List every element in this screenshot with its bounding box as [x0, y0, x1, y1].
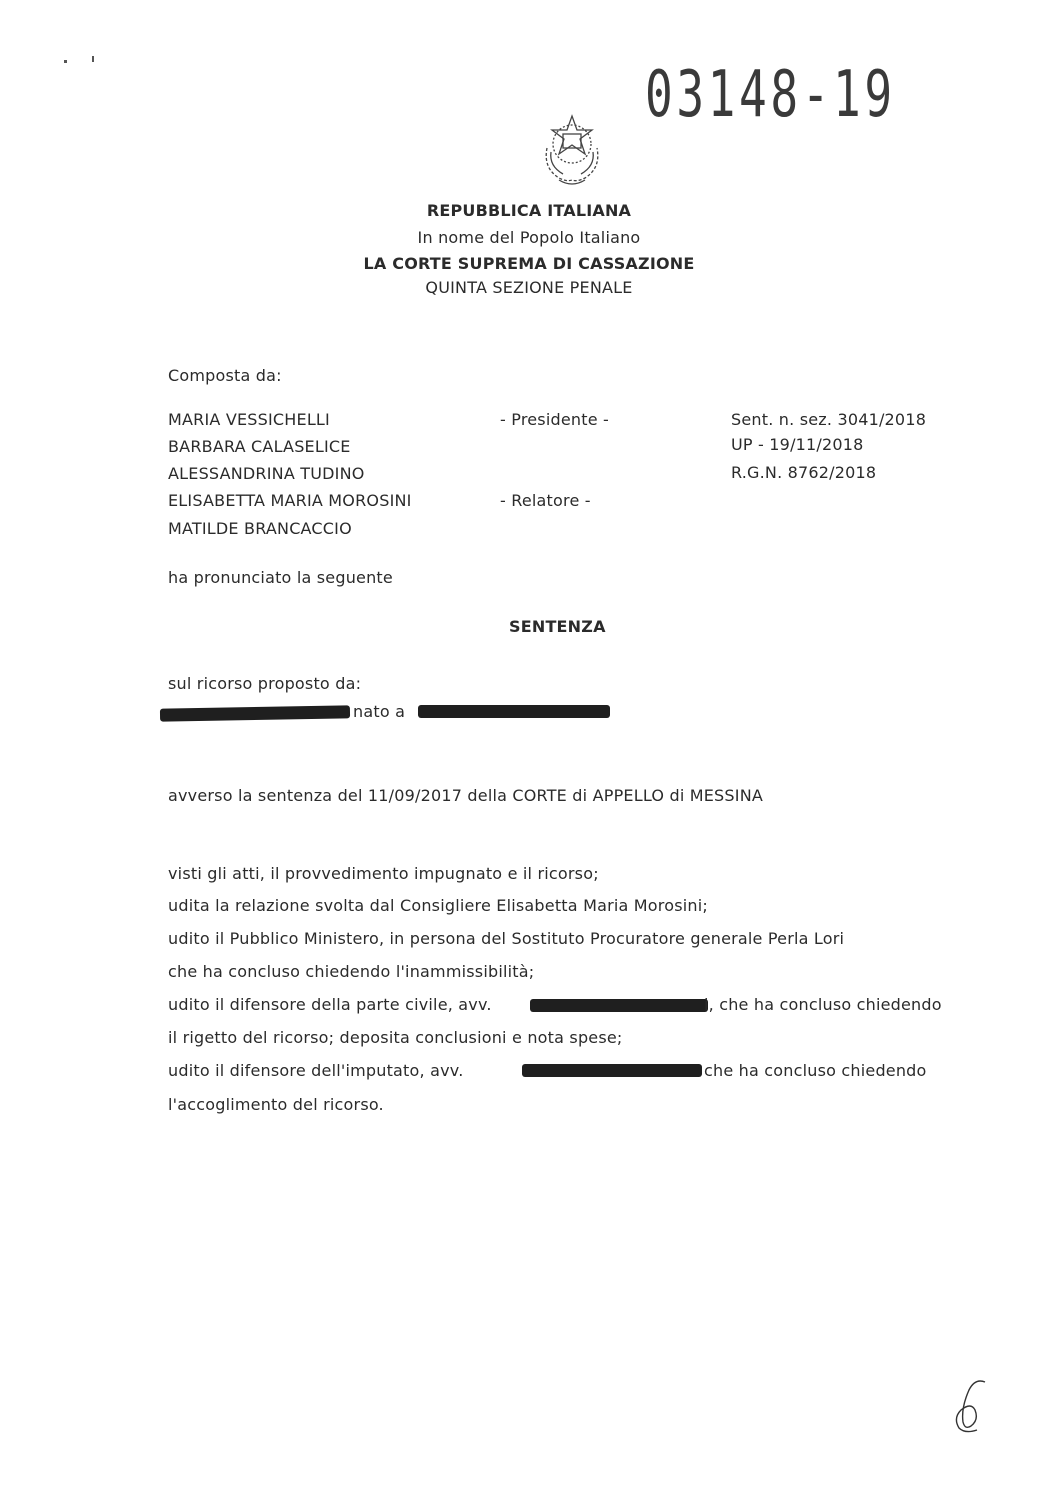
body-line: udito il Pubblico Ministero, in persona del Sostituto Procuratore generale Perla Lori [168, 929, 845, 948]
defendant-before: udito il difensore dell'imputato, avv. [168, 1061, 464, 1080]
avverso-text: avverso la sentenza del 11/09/2017 della CORTE di APPELLO di MESSINA [168, 786, 764, 805]
case-ref-rgn: R.G.N. 8762/2018 [731, 463, 877, 482]
judge-name: ELISABETTA MARIA MOROSINI [168, 491, 412, 510]
judge-name: MARIA VESSICHELLI [168, 410, 330, 429]
case-ref-sentence: Sent. n. sez. 3041/2018 [731, 410, 927, 429]
handwritten-initial [945, 1376, 995, 1436]
redacted-civil-lawyer [530, 999, 708, 1012]
civil-party-after: i, che ha concluso chiedendo [704, 995, 942, 1014]
redacted-defense-lawyer [522, 1064, 702, 1077]
redacted-name [160, 705, 350, 721]
case-ref-hearing: UP - 19/11/2018 [731, 435, 864, 454]
redacted-birthplace [418, 705, 610, 718]
civil-party-before: udito il difensore della parte civile, avv. [168, 995, 492, 1014]
composta-label: Composta da: [168, 366, 282, 385]
defendant-after: che ha concluso chiedendo [704, 1061, 927, 1080]
header-court: LA CORTE SUPREMA DI CASSAZIONE [363, 254, 695, 273]
ricorso-label: sul ricorso proposto da: [168, 674, 362, 693]
sentence-title: SENTENZA [509, 617, 606, 636]
defendant-line2: l'accoglimento del ricorso. [168, 1095, 384, 1114]
judge-name: BARBARA CALASELICE [168, 437, 351, 456]
body-line: che ha concluso chiedendo l'inammissibilità; [168, 962, 535, 981]
body-line: visti gli atti, il provvedimento impugnato e il ricorso; [168, 864, 599, 883]
header-section: QUINTA SEZIONE PENALE [425, 278, 633, 297]
scan-mark [64, 60, 67, 63]
header-republic: REPUBBLICA ITALIANA [426, 201, 632, 220]
document-number: 03148-19 [645, 58, 896, 132]
scan-mark [92, 56, 94, 62]
italian-emblem-icon [537, 108, 607, 188]
judge-name: ALESSANDRINA TUDINO [168, 464, 365, 483]
judge-role: - Relatore - [500, 491, 591, 510]
nato-a-text: nato a [353, 702, 406, 721]
judge-name: MATILDE BRANCACCIO [168, 519, 352, 538]
header-people: In nome del Popolo Italiano [417, 228, 641, 247]
civil-party-line2: il rigetto del ricorso; deposita conclusioni e nota spese; [168, 1028, 623, 1047]
pronounced-text: ha pronunciato la seguente [168, 568, 393, 587]
judge-role: - Presidente - [500, 410, 609, 429]
body-line: udita la relazione svolta dal Consigliere Elisabetta Maria Morosini; [168, 896, 708, 915]
